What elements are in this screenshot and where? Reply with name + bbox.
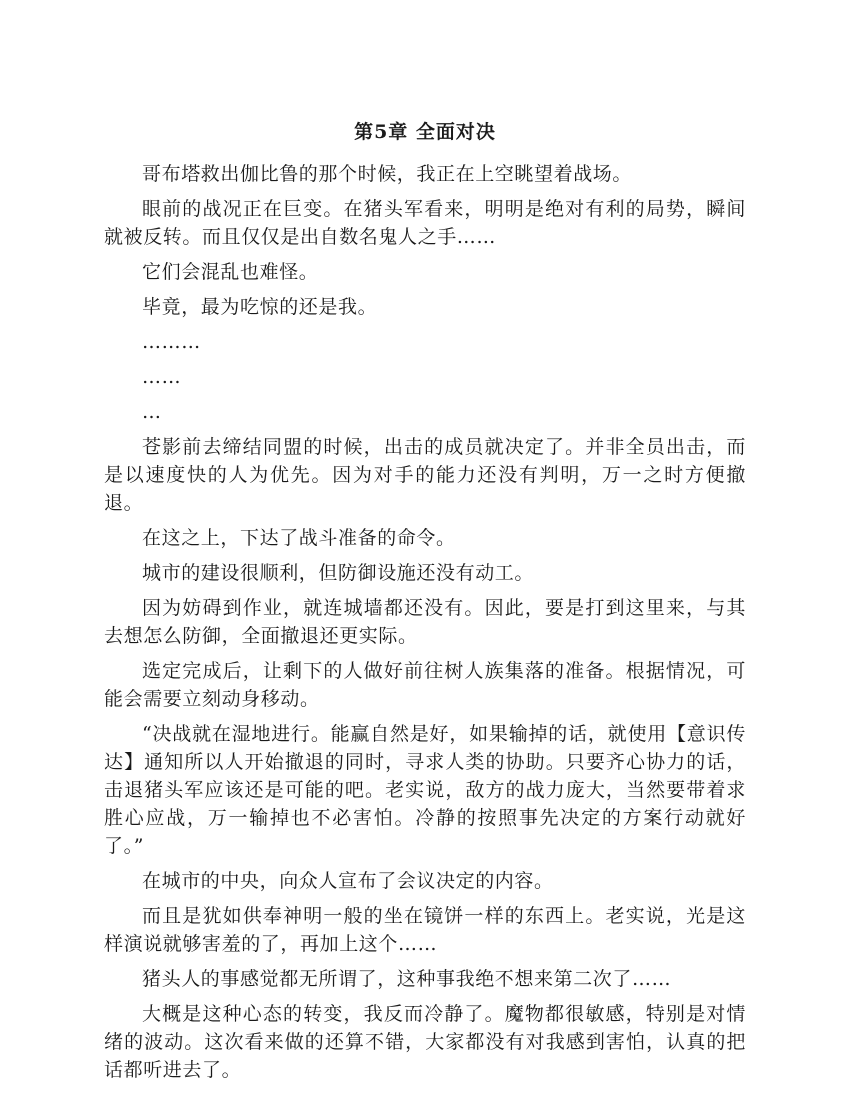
paragraph: 在这之上，下达了战斗准备的命令。 bbox=[142, 527, 456, 549]
document-page bbox=[104, 118, 746, 1091]
paragraph: 哥布塔救出伽比鲁的那个时候，我正在上空眺望着战场。 bbox=[142, 163, 633, 185]
paragraph: 因为妨碍到作业，就连城墙都还没有。因此，要是打到这里来，与其去想怎么防御，全面撤退还更实际。 bbox=[104, 597, 746, 647]
paragraph: 它们会混乱也难怪。 bbox=[142, 261, 319, 283]
paragraph: 城市的建设很顺利，但防御设施还没有动工。 bbox=[142, 562, 535, 584]
ellipsis-line: ……… bbox=[142, 331, 201, 353]
paragraph: 在城市的中央，向众人宣布了会议决定的内容。 bbox=[142, 870, 554, 892]
paragraph: 苍影前去缔结同盟的时候，出击的成员就决定了。并非全员出击，而是以速度快的人为优先。因为对手的能力还没有判明，万一之时方便撤退。 bbox=[104, 436, 746, 514]
paragraph: 而且是犹如供奉神明一般的坐在镜饼一样的东西上。老实说，光是这样演说就够害羞的了，再加上这个…… bbox=[104, 905, 746, 955]
chapter-title: 第5章 全面对决 bbox=[354, 121, 496, 143]
paragraph: 选定完成后，让剩下的人做好前往树人族集落的准备。根据情况，可能会需要立刻动身移动。 bbox=[104, 660, 746, 710]
paragraph: 毕竟，最为吃惊的还是我。 bbox=[142, 296, 378, 318]
paragraph: 眼前的战况正在巨变。在猪头军看来，明明是绝对有利的局势，瞬间就被反转。而且仅仅是出自数名鬼人之手…… bbox=[104, 198, 746, 248]
paragraph: 猪头人的事感觉都无所谓了，这种事我绝不想来第二次了…… bbox=[142, 968, 672, 990]
ellipsis-line: … bbox=[142, 401, 162, 423]
dialogue-paragraph: “决战就在湿地进行。能赢自然是好，如果输掉的话，就使用【意识传达】通知所以人开始撤退的同时，寻求人类的协助。只要齐心协力的话，击退猪头军应该还是可能的吧。老实说，敌方的战力庞大，当然要带着求胜心应战，万一输掉也不必害怕。冷静的按照事先决定的方案行动就好了。” bbox=[104, 723, 746, 857]
paragraph: 大概是这种心态的转变，我反而冷静了。魔物都很敏感，特别是对情绪的波动。这次看来做的还算不错，大家都没有对我感到害怕，认真的把话都听进去了。 bbox=[104, 1003, 746, 1081]
ellipsis-line: …… bbox=[142, 366, 182, 388]
